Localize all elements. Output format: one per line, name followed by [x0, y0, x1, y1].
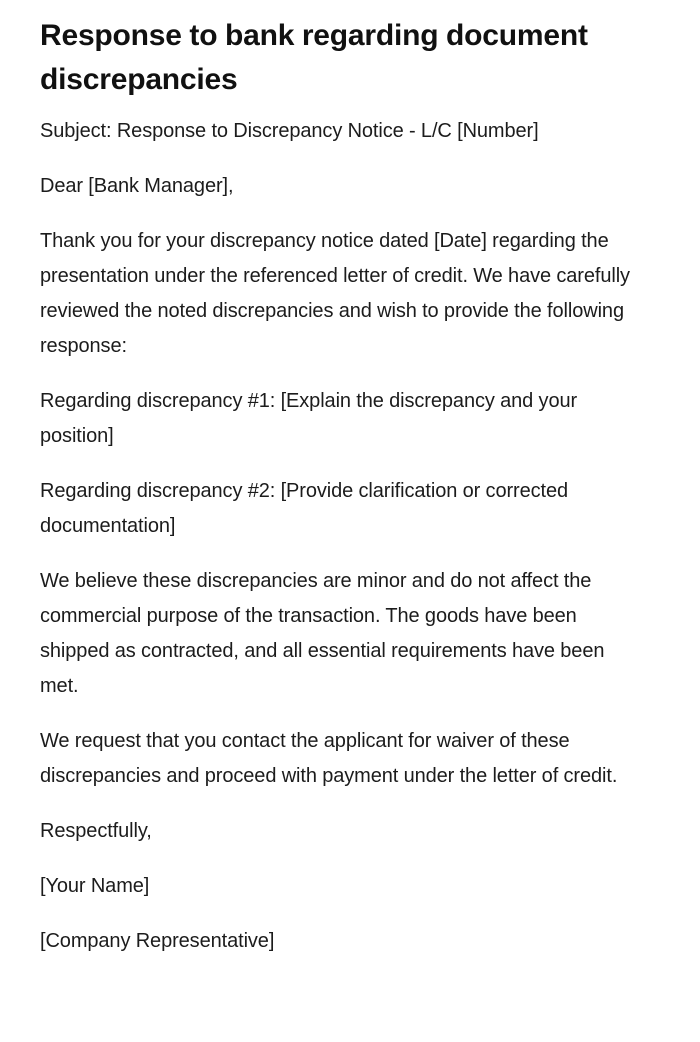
paragraph-discrepancy-1: Regarding discrepancy #1: [Explain the discrepancy and your position]: [40, 390, 578, 447]
paragraph-subject: Subject: Response to Discrepancy Notice - L/C [Number]: [40, 120, 539, 142]
paragraph-request: We request that you contact the applicant for waiver of these discrepancies and proceed with payment under the letter of credit.: [40, 730, 618, 787]
page-title: Response to bank regarding document discrepancies: [40, 19, 588, 96]
paragraph-signature-title: [Company Representative]: [40, 930, 275, 952]
paragraph-closing: Respectfully,: [40, 820, 152, 842]
paragraph-signature-name: [Your Name]: [40, 875, 150, 897]
article-body: [40, 114, 640, 959]
paragraph-position: We believe these discrepancies are minor and do not affect the commercial purpose of the transaction. The goods have been shipped as contracted, and all essential requirements have been met.: [40, 570, 605, 697]
article-container: [40, 14, 640, 959]
paragraph-discrepancy-2: Regarding discrepancy #2: [Provide clarification or corrected documentation]: [40, 480, 569, 537]
paragraph-acknowledgement: Thank you for your discrepancy notice dated [Date] regarding the presentation under the referenced letter of credit. We have carefully reviewed the noted discrepancies and wish to provide the following response:: [40, 230, 630, 357]
paragraph-salutation: Dear [Bank Manager],: [40, 175, 234, 197]
